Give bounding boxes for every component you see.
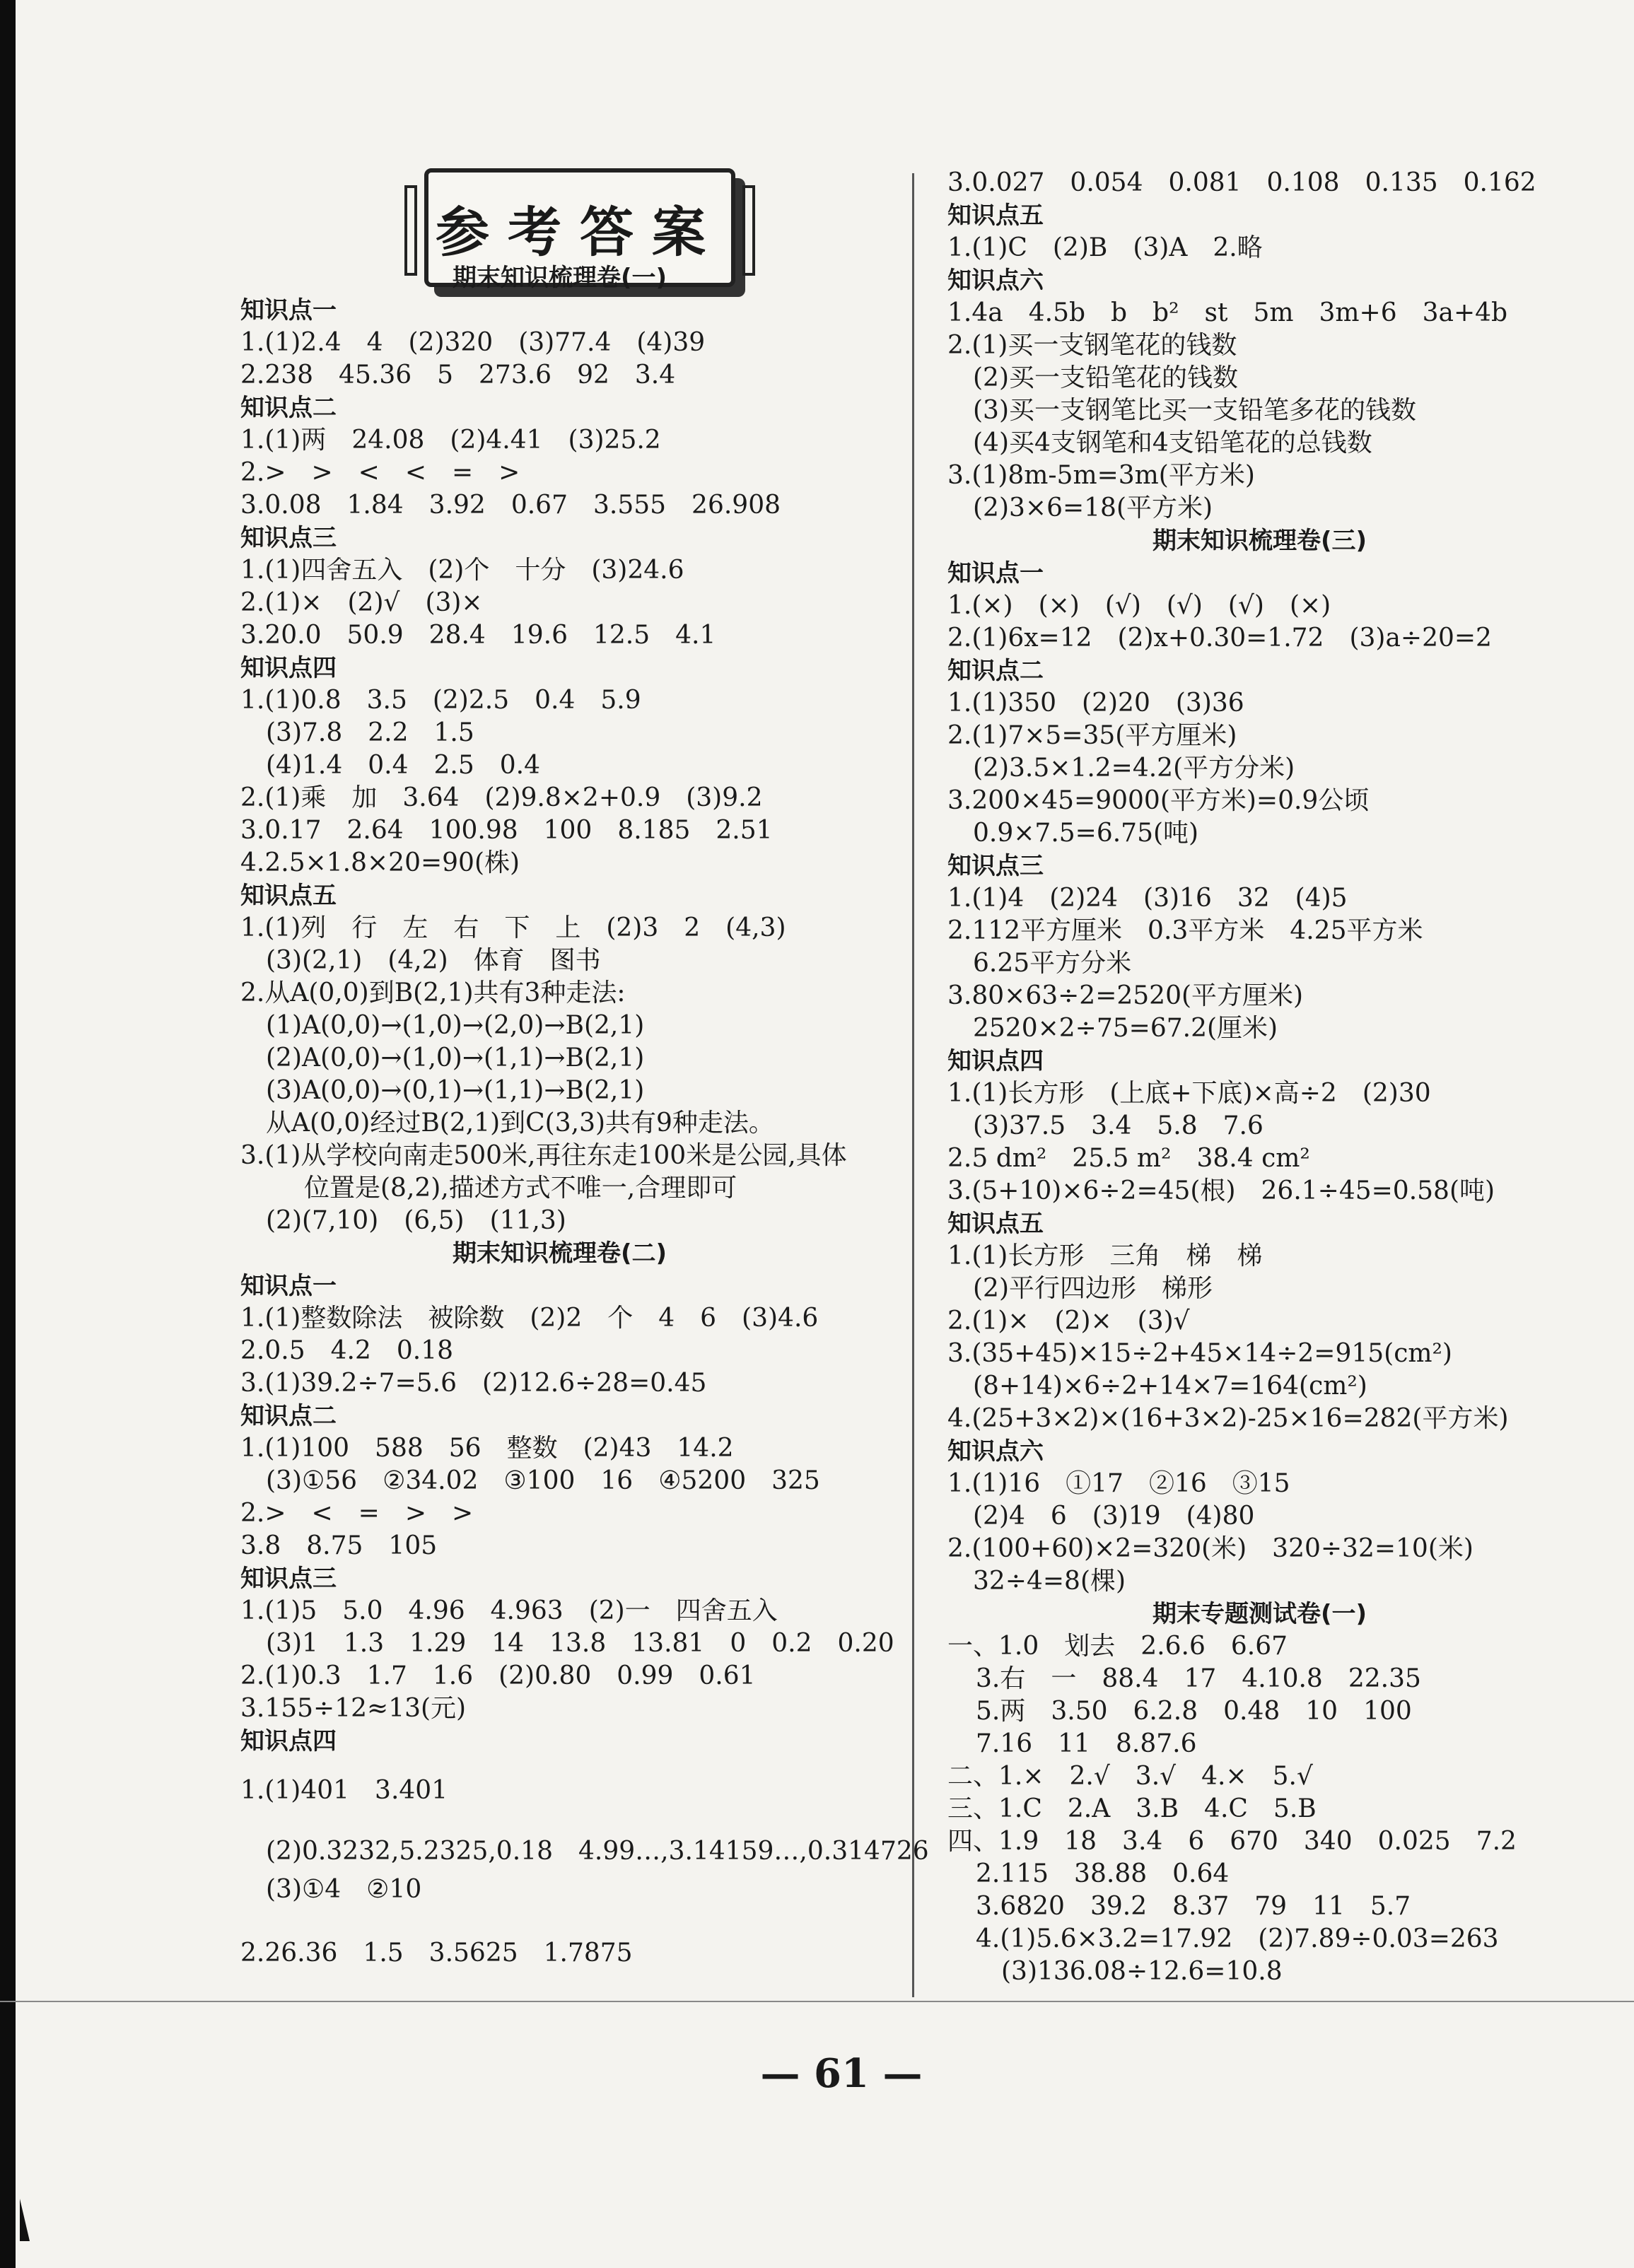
section-heading: 知识点三 bbox=[240, 524, 337, 552]
answer-line: 4.(1)5.6×3.2=17.92 (2)7.89÷0.03=263 bbox=[976, 1924, 1499, 1953]
answer-line: 1.4a 4.5b b b² st 5m 3m+6 3a+4b bbox=[947, 298, 1508, 327]
answer-line: (3)(2,1) (4,2) 体育 图书 bbox=[266, 946, 601, 975]
answer-line: (2)0.3232,5.2325,0.18 4.99…,3.14159…,0.314726 bbox=[266, 1837, 929, 1866]
answer-line: 32÷4=8(棵) bbox=[973, 1567, 1126, 1596]
answer-line: 4.(25+3×2)×(16+3×2)-25×16=282(平方米) bbox=[947, 1404, 1509, 1433]
answer-line: 3.20.0 50.9 28.4 19.6 12.5 4.1 bbox=[240, 621, 716, 650]
section-heading: 知识点五 bbox=[947, 201, 1044, 230]
answer-line: 2.从A(0,0)到B(2,1)共有3种走法: bbox=[240, 978, 626, 1007]
answer-line: (2)买一支铅笔花的钱数 bbox=[973, 363, 1238, 392]
answer-line: 6.25平方分米 bbox=[973, 949, 1132, 978]
section-heading: 知识点一 bbox=[240, 1272, 337, 1300]
section-heading: 知识点三 bbox=[240, 1565, 337, 1593]
answer-line: (2)平行四边形 梯形 bbox=[973, 1274, 1213, 1303]
answer-line: (3)买一支钢笔比买一支铅笔多花的钱数 bbox=[973, 396, 1416, 425]
answer-line: (3)1 1.3 1.29 14 13.8 13.81 0 0.2 0.20 bbox=[266, 1629, 894, 1658]
answer-line: 4.2.5×1.8×20=90(株) bbox=[240, 848, 520, 877]
footer-rule bbox=[0, 2001, 1634, 2002]
answer-line: (3)7.8 2.2 1.5 bbox=[266, 718, 474, 747]
answer-line: 1.(1)C (2)B (3)A 2.略 bbox=[947, 233, 1263, 262]
answer-line: 0.9×7.5=6.75(吨) bbox=[973, 819, 1199, 848]
answer-line: 1.(1)401 3.401 bbox=[240, 1776, 448, 1805]
answer-line: 三、1.C 2.A 3.B 4.C 5.B bbox=[947, 1794, 1317, 1823]
answer-line: 3.200×45=9000(平方米)=0.9公顷 bbox=[947, 786, 1370, 815]
answer-line: 1.(1)4 (2)24 (3)16 32 (4)5 bbox=[947, 884, 1348, 913]
answer-line: 2.(100+60)×2=320(米) 320÷32=10(米) bbox=[947, 1534, 1473, 1563]
answer-line: 3.80×63÷2=2520(平方厘米) bbox=[947, 981, 1304, 1010]
paper-title: 期末知识梳理卷(一) bbox=[453, 264, 667, 292]
answer-line: (2)A(0,0)→(1,0)→(1,1)→B(2,1) bbox=[266, 1044, 645, 1072]
answer-line: (1)A(0,0)→(1,0)→(2,0)→B(2,1) bbox=[266, 1011, 645, 1040]
answer-line: 1.(1)2.4 4 (2)320 (3)77.4 (4)39 bbox=[240, 328, 706, 357]
answer-line: 2.115 38.88 0.64 bbox=[976, 1859, 1230, 1888]
answer-line: (2)4 6 (3)19 (4)80 bbox=[973, 1502, 1255, 1531]
section-heading: 知识点四 bbox=[240, 1727, 337, 1755]
answer-line: 3.(1)从学校向南走500米,再往东走100米是公园,具体 bbox=[240, 1141, 847, 1170]
answer-line: 位置是(8,2),描述方式不唯一,合理即可 bbox=[304, 1174, 737, 1203]
answer-line: (3)A(0,0)→(0,1)→(1,1)→B(2,1) bbox=[266, 1076, 645, 1105]
answer-line: 二、1.× 2.√ 3.√ 4.× 5.√ bbox=[947, 1762, 1313, 1791]
answer-line: 2.(1)买一支钢笔花的钱数 bbox=[947, 331, 1237, 360]
answer-line: 3.155÷12≈13(元) bbox=[240, 1694, 467, 1723]
answer-line: 5.两 3.50 6.2.8 0.48 10 100 bbox=[976, 1697, 1412, 1726]
answer-line: (3)136.08÷12.6=10.8 bbox=[1001, 1957, 1283, 1986]
section-heading: 知识点六 bbox=[947, 267, 1044, 295]
answer-line: (3)37.5 3.4 5.8 7.6 bbox=[973, 1111, 1264, 1140]
answer-line: 2.(1)× (2)× (3)√ bbox=[947, 1307, 1190, 1335]
section-heading: 知识点五 bbox=[240, 882, 337, 910]
answer-line: 3.0.027 0.054 0.081 0.108 0.135 0.162 bbox=[947, 168, 1536, 197]
section-heading: 知识点一 bbox=[947, 559, 1044, 588]
answer-line: 3.0.08 1.84 3.92 0.67 3.555 26.908 bbox=[240, 491, 781, 520]
answer-line: 2.(1)× (2)√ (3)× bbox=[240, 588, 483, 617]
answer-line: 2.5 dm² 25.5 m² 38.4 cm² bbox=[947, 1144, 1310, 1173]
section-heading: 知识点二 bbox=[947, 657, 1044, 685]
corner-mark bbox=[20, 2199, 30, 2241]
answer-line: (2)(7,10) (6,5) (11,3) bbox=[266, 1206, 566, 1235]
answer-line: (3)①4 ②10 bbox=[266, 1875, 422, 1904]
section-heading: 知识点二 bbox=[240, 394, 337, 422]
paper-title: 期末知识梳理卷(二) bbox=[453, 1239, 667, 1268]
answer-line: 1.(1)350 (2)20 (3)36 bbox=[947, 689, 1244, 718]
section-heading: 知识点一 bbox=[240, 296, 337, 325]
section-heading: 知识点五 bbox=[947, 1210, 1044, 1238]
answer-line: 3.右 一 88.4 17 4.10.8 22.35 bbox=[976, 1664, 1421, 1693]
answer-line: 2.(1)7×5=35(平方厘米) bbox=[947, 721, 1237, 750]
answer-line: 2.(1)乘 加 3.64 (2)9.8×2+0.9 (3)9.2 bbox=[240, 783, 763, 812]
banner-title: 参考答案 bbox=[436, 200, 724, 264]
paper-title: 期末知识梳理卷(三) bbox=[1152, 527, 1367, 555]
answer-line: 3.(35+45)×15÷2+45×14÷2=915(cm²) bbox=[947, 1339, 1452, 1368]
answer-line: 2.238 45.36 5 273.6 92 3.4 bbox=[240, 361, 676, 390]
answer-line: 3.(1)8m-5m=3m(平方米) bbox=[947, 461, 1255, 490]
answer-line: 一、1.0 划去 2.6.6 6.67 bbox=[947, 1632, 1288, 1661]
answer-line: 1.(1)整数除法 被除数 (2)2 个 4 6 (3)4.6 bbox=[240, 1304, 819, 1333]
answer-line: 2.> < = > > bbox=[240, 1499, 474, 1528]
answer-line: 2.> > < < = > bbox=[240, 458, 520, 487]
section-heading: 知识点三 bbox=[947, 852, 1044, 880]
answer-line: 1.(1)100 588 56 整数 (2)43 14.2 bbox=[240, 1434, 734, 1463]
section-heading: 知识点四 bbox=[240, 654, 337, 682]
answer-line: 3.6820 39.2 8.37 79 11 5.7 bbox=[976, 1892, 1411, 1921]
answer-line: (4)买4支钢笔和4支铅笔花的总钱数 bbox=[973, 428, 1372, 457]
answer-line: (2)3×6=18(平方米) bbox=[973, 493, 1213, 522]
answer-line: 2.(1)0.3 1.7 1.6 (2)0.80 0.99 0.61 bbox=[240, 1661, 756, 1690]
answer-line: 1.(1)列 行 左 右 下 上 (2)3 2 (4,3) bbox=[240, 913, 786, 942]
page-number: — 61 — bbox=[760, 2050, 923, 2097]
section-heading: 知识点四 bbox=[947, 1047, 1044, 1075]
answer-line: 1.(1)四舍五入 (2)个 十分 (3)24.6 bbox=[240, 556, 684, 585]
answer-line: (2)3.5×1.2=4.2(平方分米) bbox=[973, 754, 1295, 783]
answer-line: 从A(0,0)经过B(2,1)到C(3,3)共有9种走法。 bbox=[266, 1109, 774, 1138]
answer-line: 3.(5+10)×6÷2=45(根) 26.1÷45=0.58(吨) bbox=[947, 1176, 1495, 1205]
answer-line: 3.(1)39.2÷7=5.6 (2)12.6÷28=0.45 bbox=[240, 1369, 707, 1398]
column-divider bbox=[912, 173, 914, 1997]
answer-line: 1.(1)长方形 三角 梯 梯 bbox=[947, 1241, 1263, 1270]
answer-line: 1.(1)5 5.0 4.96 4.963 (2)一 四舍五入 bbox=[240, 1596, 778, 1625]
answer-line: 3.0.17 2.64 100.98 100 8.185 2.51 bbox=[240, 816, 773, 845]
answer-line: (3)①56 ②34.02 ③100 16 ④5200 325 bbox=[266, 1466, 820, 1495]
answer-line: 1.(1)16 ①17 ②16 ③15 bbox=[947, 1469, 1290, 1498]
answer-line: 2.0.5 4.2 0.18 bbox=[240, 1336, 454, 1365]
answer-line: 2520×2÷75=67.2(厘米) bbox=[973, 1014, 1278, 1043]
answer-line: 2.26.36 1.5 3.5625 1.7875 bbox=[240, 1939, 633, 1968]
paper-title: 期末专题测试卷(一) bbox=[1152, 1600, 1367, 1628]
answer-line: 2.(1)6x=12 (2)x+0.30=1.72 (3)a÷20=2 bbox=[947, 624, 1492, 653]
answer-line: (4)1.4 0.4 2.5 0.4 bbox=[266, 751, 541, 780]
answer-line: 四、1.9 18 3.4 6 670 340 0.025 7.2 bbox=[947, 1827, 1517, 1856]
answer-line: (8+14)×6÷2+14×7=164(cm²) bbox=[973, 1372, 1367, 1401]
section-heading: 知识点六 bbox=[947, 1437, 1044, 1466]
answer-line: 7.16 11 8.87.6 bbox=[976, 1729, 1197, 1758]
answer-line: 3.8 8.75 105 bbox=[240, 1531, 438, 1560]
section-heading: 知识点二 bbox=[240, 1402, 337, 1430]
answer-line: 1.(1)0.8 3.5 (2)2.5 0.4 5.9 bbox=[240, 686, 641, 715]
answer-line: 1.(×) (×) (√) (√) (√) (×) bbox=[947, 591, 1331, 620]
answer-line: 1.(1)长方形 (上底+下底)×高÷2 (2)30 bbox=[947, 1079, 1431, 1108]
answer-line: 1.(1)两 24.08 (2)4.41 (3)25.2 bbox=[240, 426, 661, 455]
page-spine bbox=[0, 0, 16, 2268]
answer-line: 2.112平方厘米 0.3平方米 4.25平方米 bbox=[947, 916, 1423, 945]
